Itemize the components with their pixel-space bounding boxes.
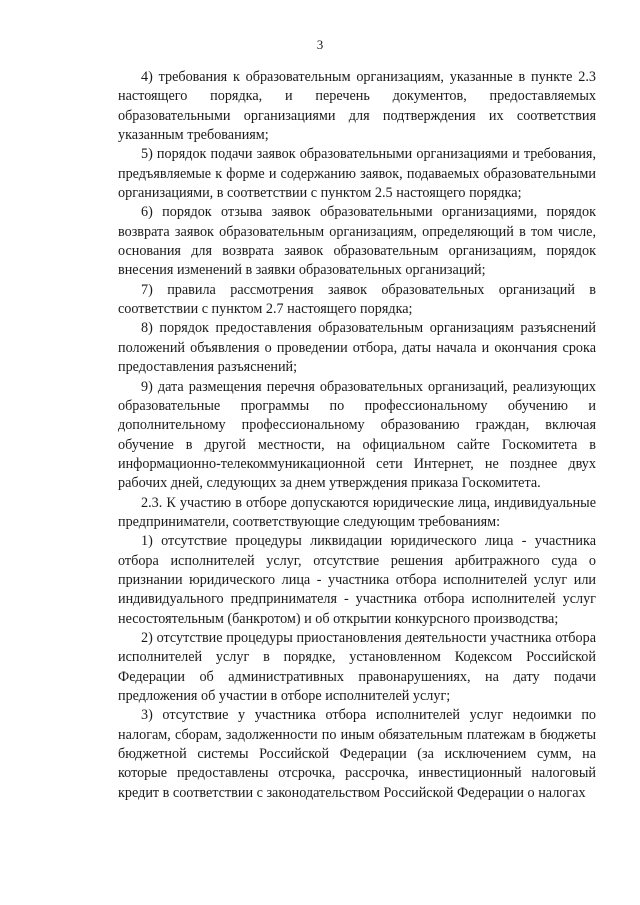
paragraph-item-5: 5) порядок подачи заявок образовательными организациями и требования, предъявляемые к форме и содержанию заявок, подаваемых образовательными организациями, в соответствии с пунктом 2.5 настоящего порядка; (118, 146, 596, 202)
paragraph-item-8: 8) порядок предоставления образовательным организациям разъяснений положений объявления о проведении отбора, даты начала и окончания срока предоставления разъяснений; (118, 320, 596, 376)
paragraph-item-7: 7) правила рассмотрения заявок образовательных организаций в соответствии с пунктом 2.7 настоящего порядка; (118, 281, 596, 318)
requirement-item-1: 1) отсутствие процедуры ликвидации юридического лица - участника отбора исполнителей услуг, отсутствие решения арбитражного суда о признании юридического лица - участника отбора исполнителей услуг или индивидуального предпринимателя - участника отбора исполнителей услуг несостоятельным (банкротом) и об открытии конкурсного производства; (118, 533, 596, 627)
paragraph-item-4: 4) требования к образовательным организациям, указанные в пункте 2.3 настоящего порядка, и перечень документов, предоставляемых образовательными организациями для подтверждения их соответствия указанным требованиям; (118, 69, 596, 144)
document-body (118, 68, 596, 803)
page-number: 3 (316, 37, 324, 52)
requirement-item-2: 2) отсутствие процедуры приостановления деятельности участника отбора исполнителей услуг в порядке, установленном Кодексом Российской Федерации об административных правонарушениях, на дату подачи предложения об участии в отборе исполнителей услуг; (118, 629, 596, 704)
section-2-3-paragraph: 2.3. К участию в отборе допускаются юридические лица, индивидуальные предприниматели, соответствующие следующим требованиям: (118, 494, 596, 530)
paragraph-item-9: 9) дата размещения перечня образовательных организаций, реализующих образовательные программы по профессиональному обучению и дополнительному профессиональному образованию граждан, включая обучение в другой местности, на официальном сайте Госкомитета в информационно-телекоммуникационной сети Интернет, не позднее двух рабочих дней, следующих за днем утверждения приказа Госкомитета. (118, 378, 596, 492)
paragraph-item-6: 6) порядок отзыва заявок образовательными организациями, порядок возврата заявок образовательным организациям, определяющий в том числе, основания для возврата заявок образовательным организациям, порядок внесения изменений в заявки образовательных организаций; (118, 204, 596, 279)
requirement-item-3: 3) отсутствие у участника отбора исполнителей услуг недоимки по налогам, сборам, задолженности по иным обязательным платежам в бюджеты бюджетной системы Российской Федерации (за исключением сумм, на которые предоставлены отсрочка, рассрочка, инвестиционный налоговый кредит в соответствии с законодательством Российской Федерации о налогах (118, 707, 596, 801)
